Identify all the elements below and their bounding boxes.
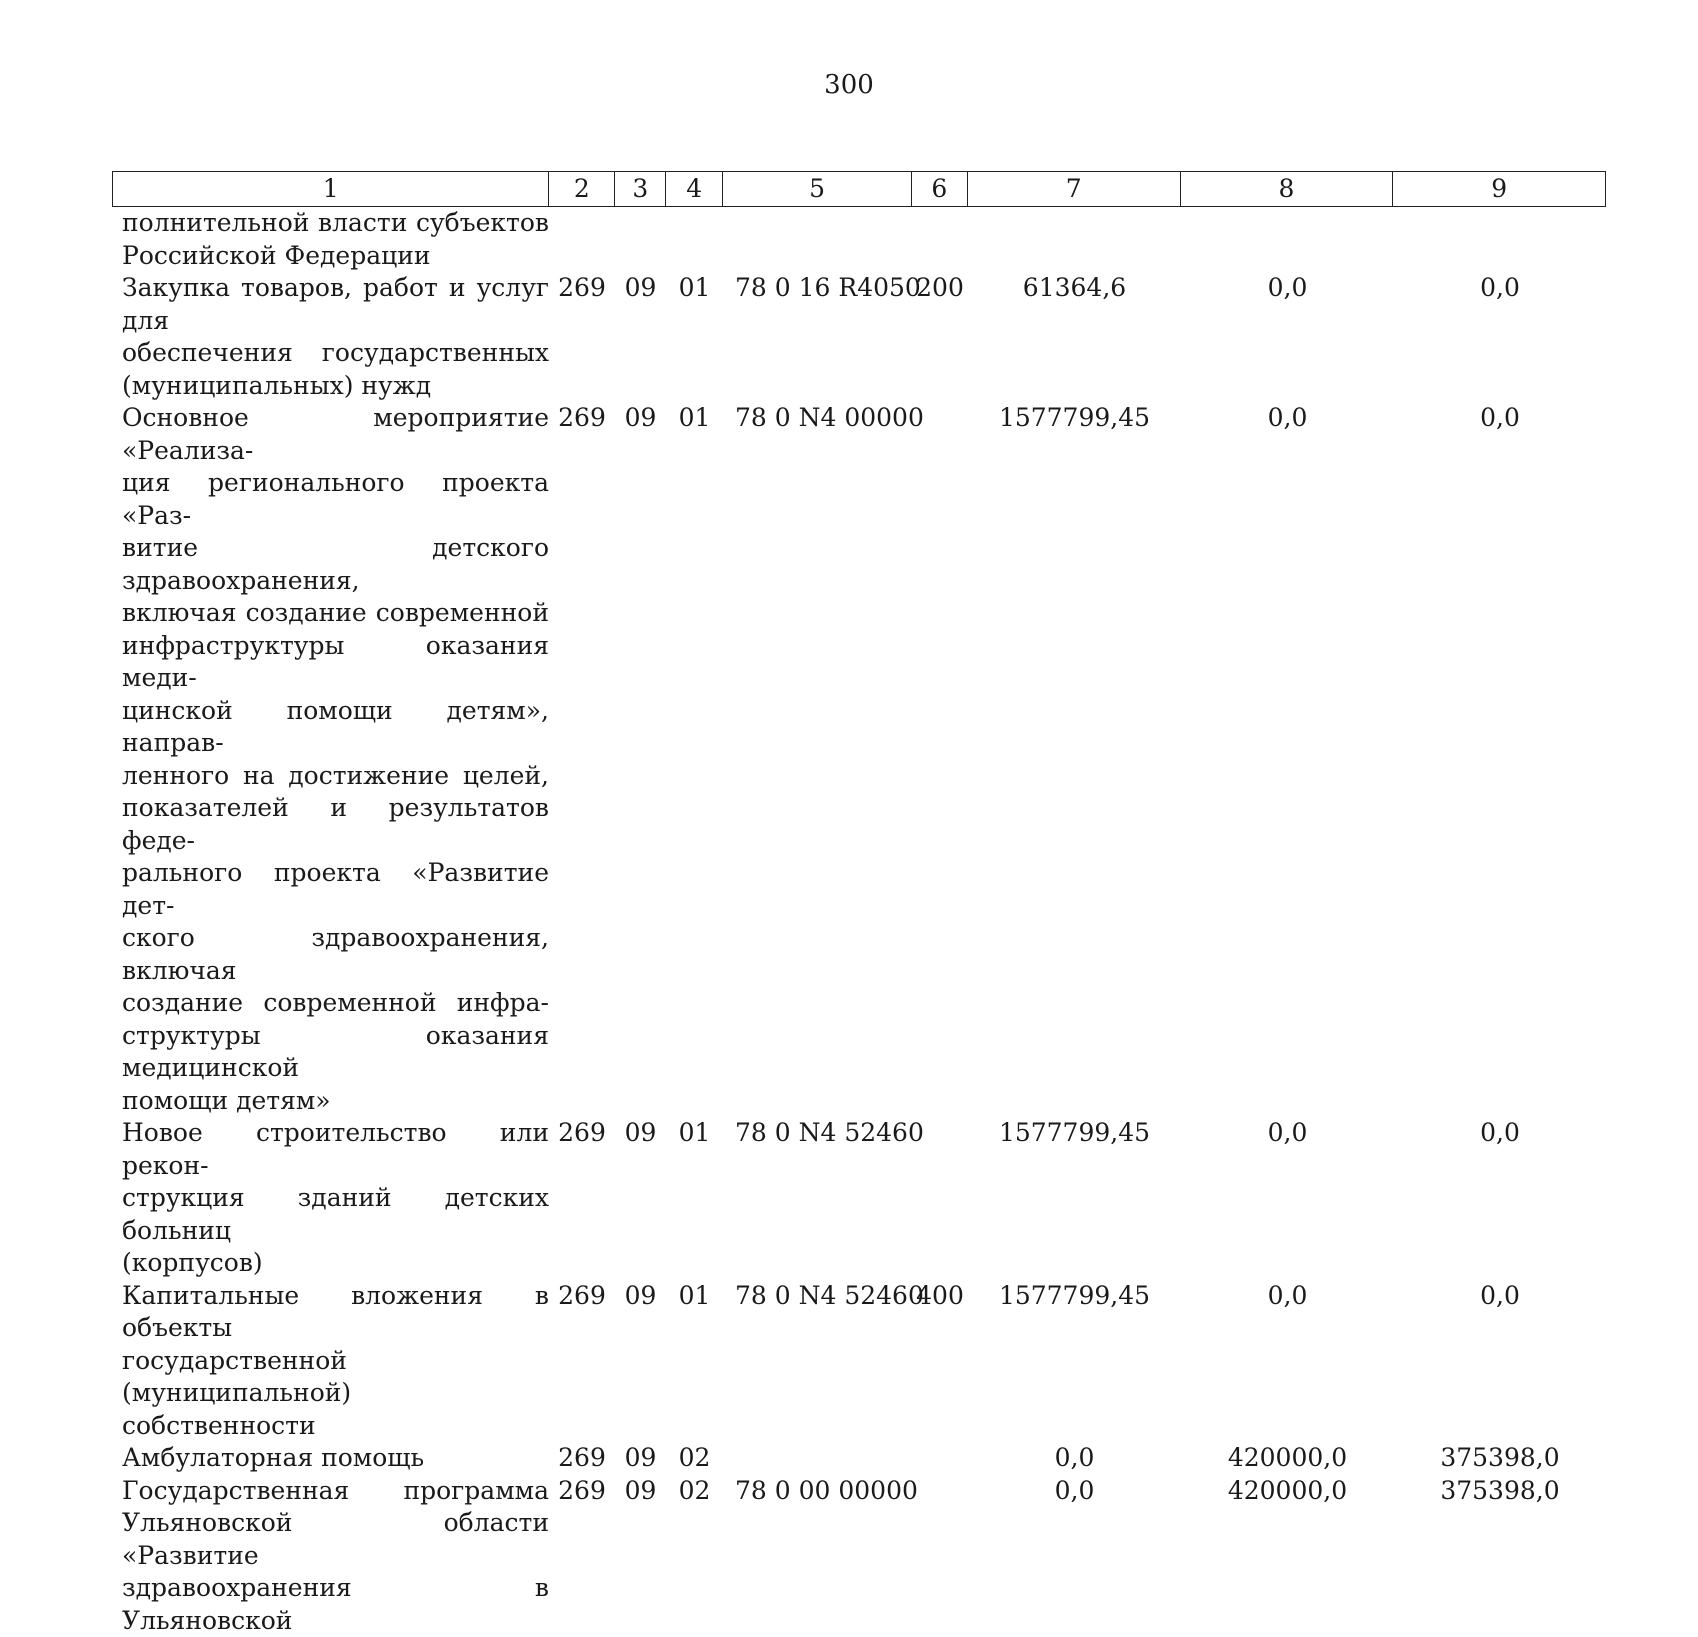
- row-name-line: полнительной власти субъектов: [122, 207, 549, 240]
- row-name-line: создание современной инфра-: [122, 987, 549, 1020]
- table-row: [112, 207, 1606, 272]
- row-name: [112, 272, 549, 402]
- row-col-6: [912, 207, 968, 272]
- row-name-line: включая создание современной: [122, 597, 549, 630]
- row-col-4: [666, 207, 723, 272]
- row-name-line: Новое строительство или рекон-: [122, 1117, 549, 1182]
- row-col-6: [912, 402, 968, 1117]
- row-col-4: 01: [666, 402, 723, 1117]
- row-col-7: 1577799,45: [968, 402, 1181, 1117]
- row-col-8: 0,0: [1181, 1117, 1394, 1280]
- row-col-5: 78 0 N4 00000: [723, 402, 912, 1117]
- row-col-9: 0,0: [1394, 402, 1606, 1117]
- row-name-line: цинской помощи детям», направ-: [122, 695, 549, 760]
- header-col-5: 5: [723, 172, 912, 206]
- row-col-3: 09: [615, 272, 666, 402]
- row-col-8: 0,0: [1181, 272, 1394, 402]
- row-name-line: Ульяновской области «Развитие: [122, 1507, 549, 1572]
- header-col-9: 9: [1393, 172, 1605, 206]
- table-row: [112, 402, 1606, 1117]
- row-col-4: 01: [666, 1280, 723, 1443]
- row-col-4: 02: [666, 1475, 723, 1637]
- row-col-3: 09: [615, 1475, 666, 1637]
- row-col-5: [723, 1442, 912, 1475]
- row-name-line: ленного на достижение целей,: [122, 760, 549, 793]
- row-col-5: 78 0 16 R4050: [723, 272, 912, 402]
- row-col-4: 01: [666, 272, 723, 402]
- row-col-8: 420000,0: [1181, 1475, 1394, 1637]
- table-row: [112, 272, 1606, 402]
- row-name: [112, 402, 549, 1117]
- header-col-7: 7: [968, 172, 1181, 206]
- row-name: [112, 1442, 549, 1475]
- row-name-line: структуры оказания медицинской: [122, 1020, 549, 1085]
- row-name-line: обеспечения государственных: [122, 337, 549, 370]
- row-col-9: 0,0: [1394, 272, 1606, 402]
- row-name-line: (корпусов): [122, 1247, 549, 1280]
- row-col-8: [1181, 207, 1394, 272]
- row-col-6: [912, 1475, 968, 1637]
- row-name-line: витие детского здравоохранения,: [122, 532, 549, 597]
- table-row: [112, 1117, 1606, 1280]
- row-col-3: 09: [615, 1442, 666, 1475]
- row-col-6: [912, 1117, 968, 1280]
- header-col-2: 2: [549, 172, 615, 206]
- table-row: [112, 1280, 1606, 1443]
- page-number: 300: [0, 70, 1698, 100]
- row-col-4: 02: [666, 1442, 723, 1475]
- row-name-line: струкция зданий детских больниц: [122, 1182, 549, 1247]
- row-col-3: [615, 207, 666, 272]
- row-name: [112, 1475, 549, 1637]
- row-col-5: 78 0 N4 52460: [723, 1280, 912, 1443]
- row-name-line: инфраструктуры оказания меди-: [122, 630, 549, 695]
- table-row: [112, 1442, 1606, 1475]
- header-col-1: 1: [113, 172, 549, 206]
- row-name-line: показателей и результатов феде-: [122, 792, 549, 857]
- row-col-7: 1577799,45: [968, 1280, 1181, 1443]
- row-col-5: 78 0 00 00000: [723, 1475, 912, 1637]
- row-col-7: [968, 207, 1181, 272]
- row-name-line: Государственная программа: [122, 1475, 549, 1508]
- header-col-6: 6: [912, 172, 968, 206]
- row-col-2: 269: [549, 1475, 615, 1637]
- header-col-4: 4: [666, 172, 723, 206]
- row-name-line: рального проекта «Развитие дет-: [122, 857, 549, 922]
- row-col-9: [1394, 207, 1606, 272]
- row-col-2: 269: [549, 402, 615, 1117]
- row-name-line: ского здравоохранения, включая: [122, 922, 549, 987]
- row-col-9: 375398,0: [1394, 1475, 1606, 1637]
- row-name-line: собственности: [122, 1410, 549, 1443]
- row-col-7: 0,0: [968, 1442, 1181, 1475]
- row-name: [112, 1117, 549, 1280]
- row-col-3: 09: [615, 402, 666, 1117]
- header-col-3: 3: [615, 172, 666, 206]
- table-row: [112, 1475, 1606, 1637]
- row-col-7: 61364,6: [968, 272, 1181, 402]
- row-name-line: (муниципальных) нужд: [122, 370, 549, 403]
- row-name-line: Закупка товаров, работ и услуг для: [122, 272, 549, 337]
- row-col-3: 09: [615, 1117, 666, 1280]
- row-col-2: 269: [549, 272, 615, 402]
- header-col-8: 8: [1181, 172, 1394, 206]
- row-name-line: помощи детям»: [122, 1085, 549, 1118]
- table-header: [112, 171, 1606, 207]
- row-col-8: 0,0: [1181, 1280, 1394, 1443]
- table-body: [112, 207, 1606, 1637]
- row-col-2: [549, 207, 615, 272]
- row-col-6: 400: [912, 1280, 968, 1443]
- row-col-2: 269: [549, 1117, 615, 1280]
- row-col-8: 0,0: [1181, 402, 1394, 1117]
- row-name-line: Амбулаторная помощь: [122, 1442, 549, 1475]
- row-col-9: 0,0: [1394, 1117, 1606, 1280]
- row-col-6: 200: [912, 272, 968, 402]
- row-name-line: Капитальные вложения в объекты: [122, 1280, 549, 1345]
- row-col-5: [723, 207, 912, 272]
- row-name: [112, 1280, 549, 1443]
- row-col-8: 420000,0: [1181, 1442, 1394, 1475]
- row-col-2: 269: [549, 1442, 615, 1475]
- row-name-line: Основное мероприятие «Реализа-: [122, 402, 549, 467]
- row-col-9: 0,0: [1394, 1280, 1606, 1443]
- row-col-7: 0,0: [968, 1475, 1181, 1637]
- row-name-line: государственной (муниципальной): [122, 1345, 549, 1410]
- row-col-2: 269: [549, 1280, 615, 1443]
- row-col-6: [912, 1442, 968, 1475]
- row-col-3: 09: [615, 1280, 666, 1443]
- row-name-line: Российской Федерации: [122, 240, 549, 273]
- row-col-9: 375398,0: [1394, 1442, 1606, 1475]
- row-name-line: здравоохранения в Ульяновской: [122, 1572, 549, 1637]
- row-name: [112, 207, 549, 272]
- row-col-5: 78 0 N4 52460: [723, 1117, 912, 1280]
- row-col-4: 01: [666, 1117, 723, 1280]
- row-name-line: ция регионального проекта «Раз-: [122, 467, 549, 532]
- row-col-7: 1577799,45: [968, 1117, 1181, 1280]
